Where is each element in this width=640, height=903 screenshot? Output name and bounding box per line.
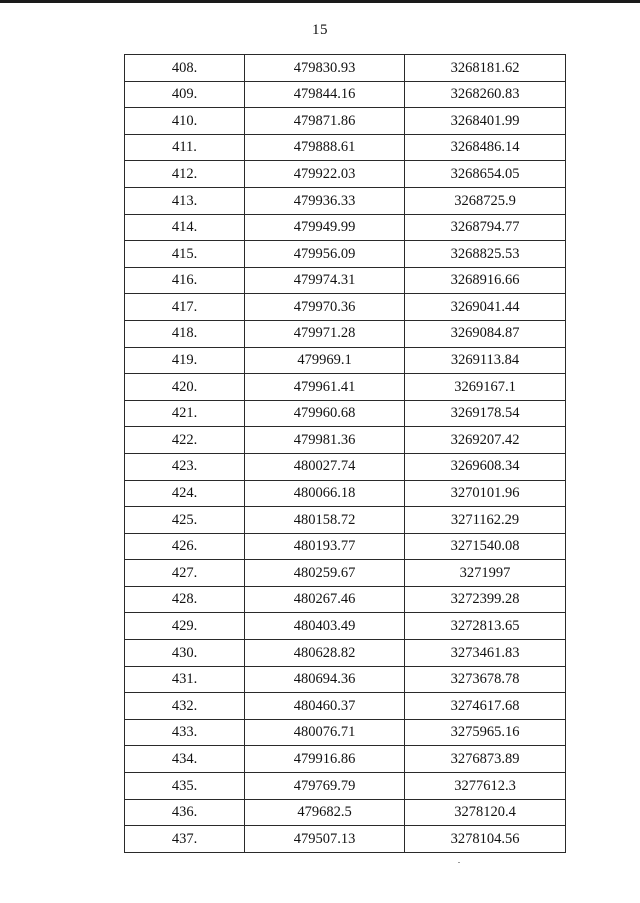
point-number-cell: 419. <box>125 347 245 374</box>
x-coordinate-cell: 480460.37 <box>245 693 405 720</box>
x-coordinate-cell: 480694.36 <box>245 666 405 693</box>
y-coordinate-cell: 3268181.62 <box>405 55 566 82</box>
table-row <box>125 693 566 720</box>
x-coordinate-cell: 480193.77 <box>245 533 405 560</box>
y-coordinate-cell: 3271997 <box>405 560 566 587</box>
y-coordinate-cell: 3272399.28 <box>405 586 566 613</box>
y-coordinate-cell: 3268916.66 <box>405 267 566 294</box>
x-coordinate-cell: 480628.82 <box>245 640 405 667</box>
y-coordinate-cell: 3269041.44 <box>405 294 566 321</box>
y-coordinate-cell: 3268825.53 <box>405 241 566 268</box>
point-number-cell: 434. <box>125 746 245 773</box>
point-number-cell: 427. <box>125 560 245 587</box>
point-number-cell: 411. <box>125 134 245 161</box>
x-coordinate-cell: 479916.86 <box>245 746 405 773</box>
y-coordinate-cell: 3269207.42 <box>405 427 566 454</box>
y-coordinate-cell: 3268654.05 <box>405 161 566 188</box>
coordinates-table-body <box>125 55 566 853</box>
point-number-cell: 410. <box>125 108 245 135</box>
y-coordinate-cell: 3273461.83 <box>405 640 566 667</box>
table-row <box>125 773 566 800</box>
point-number-cell: 413. <box>125 187 245 214</box>
y-coordinate-cell: 3277612.3 <box>405 773 566 800</box>
y-coordinate-cell: 3275965.16 <box>405 719 566 746</box>
point-number-cell: 430. <box>125 640 245 667</box>
x-coordinate-cell: 479769.79 <box>245 773 405 800</box>
x-coordinate-cell: 480403.49 <box>245 613 405 640</box>
point-number-cell: 417. <box>125 294 245 321</box>
table-row <box>125 134 566 161</box>
table-row <box>125 294 566 321</box>
table-row <box>125 81 566 108</box>
point-number-cell: 421. <box>125 400 245 427</box>
point-number-cell: 415. <box>125 241 245 268</box>
table-row <box>125 108 566 135</box>
point-number-cell: 431. <box>125 666 245 693</box>
point-number-cell: 429. <box>125 613 245 640</box>
table-row <box>125 347 566 374</box>
table-row <box>125 560 566 587</box>
point-number-cell: 428. <box>125 586 245 613</box>
point-number-cell: 424. <box>125 480 245 507</box>
point-number-cell: 426. <box>125 533 245 560</box>
table-row <box>125 241 566 268</box>
x-coordinate-cell: 479956.09 <box>245 241 405 268</box>
table-row <box>125 427 566 454</box>
point-number-cell: 409. <box>125 81 245 108</box>
y-coordinate-cell: 3278104.56 <box>405 826 566 853</box>
scan-speck <box>458 862 460 863</box>
x-coordinate-cell: 479922.03 <box>245 161 405 188</box>
y-coordinate-cell: 3276873.89 <box>405 746 566 773</box>
table-row <box>125 613 566 640</box>
x-coordinate-cell: 479974.31 <box>245 267 405 294</box>
y-coordinate-cell: 3270101.96 <box>405 480 566 507</box>
x-coordinate-cell: 479981.36 <box>245 427 405 454</box>
table-row <box>125 267 566 294</box>
x-coordinate-cell: 479960.68 <box>245 400 405 427</box>
table-row <box>125 746 566 773</box>
x-coordinate-cell: 479682.5 <box>245 799 405 826</box>
table-row <box>125 214 566 241</box>
x-coordinate-cell: 479507.13 <box>245 826 405 853</box>
point-number-cell: 416. <box>125 267 245 294</box>
table-row <box>125 187 566 214</box>
x-coordinate-cell: 480158.72 <box>245 507 405 534</box>
x-coordinate-cell: 479970.36 <box>245 294 405 321</box>
table-row <box>125 320 566 347</box>
x-coordinate-cell: 479949.99 <box>245 214 405 241</box>
point-number-cell: 435. <box>125 773 245 800</box>
point-number-cell: 423. <box>125 453 245 480</box>
table-row <box>125 507 566 534</box>
y-coordinate-cell: 3268486.14 <box>405 134 566 161</box>
page-top-border <box>0 0 640 3</box>
table-row <box>125 480 566 507</box>
x-coordinate-cell: 479971.28 <box>245 320 405 347</box>
table-row <box>125 533 566 560</box>
x-coordinate-cell: 479844.16 <box>245 81 405 108</box>
y-coordinate-cell: 3269608.34 <box>405 453 566 480</box>
x-coordinate-cell: 480027.74 <box>245 453 405 480</box>
table-row <box>125 640 566 667</box>
point-number-cell: 408. <box>125 55 245 82</box>
y-coordinate-cell: 3268260.83 <box>405 81 566 108</box>
x-coordinate-cell: 479871.86 <box>245 108 405 135</box>
coordinates-table <box>124 54 566 853</box>
table-row <box>125 799 566 826</box>
x-coordinate-cell: 479969.1 <box>245 347 405 374</box>
point-number-cell: 437. <box>125 826 245 853</box>
table-row <box>125 55 566 82</box>
point-number-cell: 432. <box>125 693 245 720</box>
y-coordinate-cell: 3269167.1 <box>405 374 566 401</box>
x-coordinate-cell: 479961.41 <box>245 374 405 401</box>
y-coordinate-cell: 3268401.99 <box>405 108 566 135</box>
table-row <box>125 374 566 401</box>
y-coordinate-cell: 3272813.65 <box>405 613 566 640</box>
x-coordinate-cell: 479830.93 <box>245 55 405 82</box>
y-coordinate-cell: 3274617.68 <box>405 693 566 720</box>
point-number-cell: 414. <box>125 214 245 241</box>
point-number-cell: 436. <box>125 799 245 826</box>
y-coordinate-cell: 3273678.78 <box>405 666 566 693</box>
point-number-cell: 418. <box>125 320 245 347</box>
x-coordinate-cell: 480259.67 <box>245 560 405 587</box>
y-coordinate-cell: 3271540.08 <box>405 533 566 560</box>
y-coordinate-cell: 3268794.77 <box>405 214 566 241</box>
x-coordinate-cell: 479888.61 <box>245 134 405 161</box>
x-coordinate-cell: 479936.33 <box>245 187 405 214</box>
y-coordinate-cell: 3269113.84 <box>405 347 566 374</box>
table-row <box>125 826 566 853</box>
y-coordinate-cell: 3271162.29 <box>405 507 566 534</box>
y-coordinate-cell: 3269084.87 <box>405 320 566 347</box>
table-row <box>125 586 566 613</box>
point-number-cell: 412. <box>125 161 245 188</box>
y-coordinate-cell: 3268725.9 <box>405 187 566 214</box>
table-row <box>125 400 566 427</box>
page-number: 15 <box>312 22 328 38</box>
point-number-cell: 433. <box>125 719 245 746</box>
point-number-cell: 425. <box>125 507 245 534</box>
x-coordinate-cell: 480076.71 <box>245 719 405 746</box>
table-row <box>125 666 566 693</box>
table-row <box>125 453 566 480</box>
x-coordinate-cell: 480066.18 <box>245 480 405 507</box>
point-number-cell: 420. <box>125 374 245 401</box>
x-coordinate-cell: 480267.46 <box>245 586 405 613</box>
y-coordinate-cell: 3278120.4 <box>405 799 566 826</box>
table-row <box>125 719 566 746</box>
point-number-cell: 422. <box>125 427 245 454</box>
y-coordinate-cell: 3269178.54 <box>405 400 566 427</box>
table-row <box>125 161 566 188</box>
